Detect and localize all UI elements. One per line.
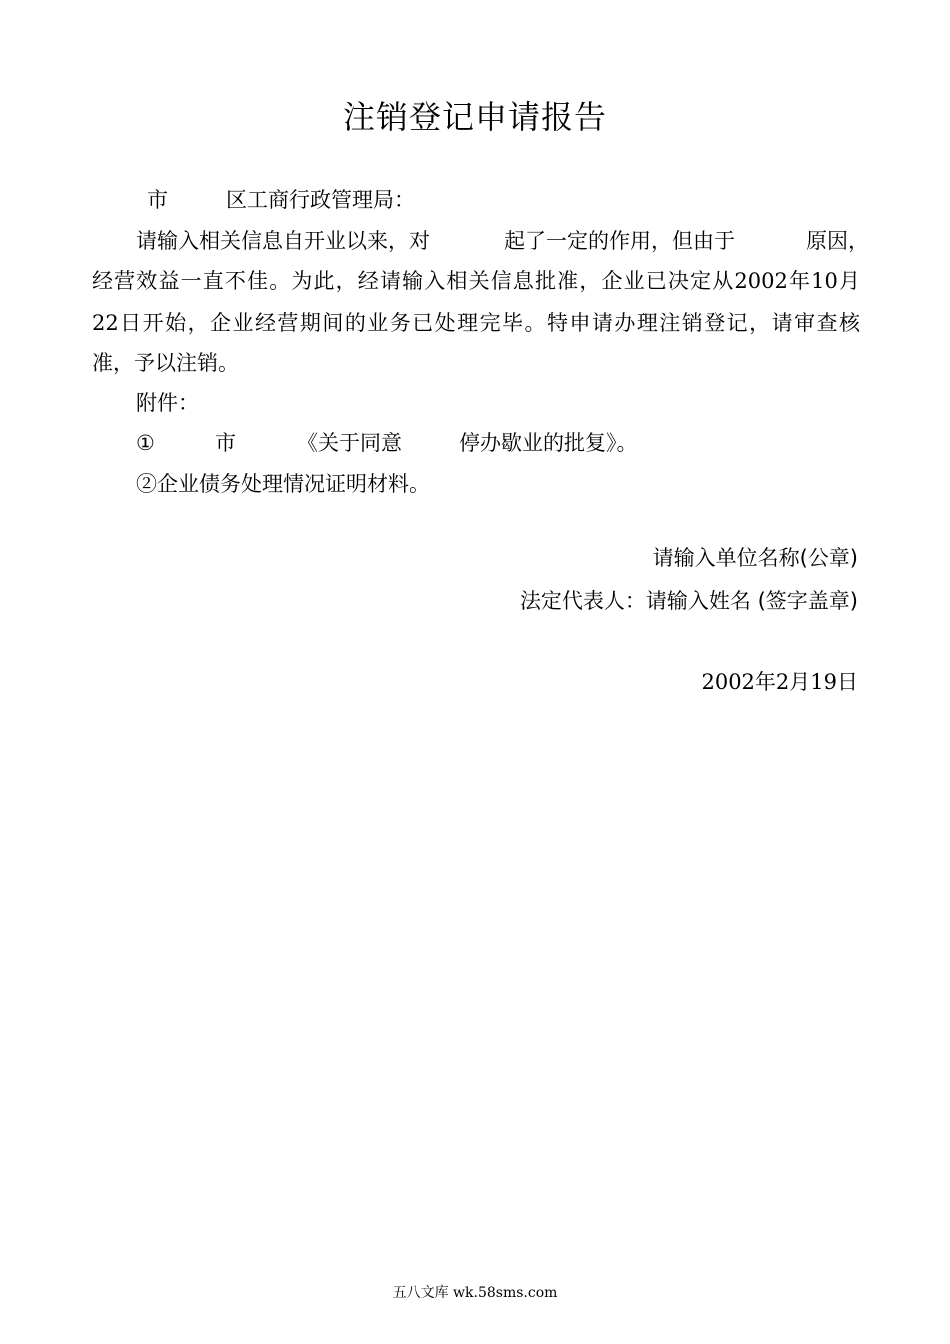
signature-unit: 请输入单位名称(公章) bbox=[652, 546, 858, 570]
document-date: 2002年2月19日 bbox=[701, 670, 858, 694]
body-line1-part3: 原因， bbox=[806, 229, 869, 253]
body-line2: 经营效益一直不佳。为此，经请输入相关信息批准，企业已决定从2002年10月 bbox=[92, 269, 860, 293]
attachment-1-doc-start: 《关于同意 bbox=[297, 431, 402, 455]
attachment-2: ②企业债务处理情况证明材料。 bbox=[136, 472, 430, 496]
addressee-bureau: 区工商行政管理局： bbox=[226, 188, 415, 212]
body-line1-part1: 请输入相关信息自开业以来，对 bbox=[136, 229, 430, 253]
body-line3: 22日开始，企业经营期间的业务已处理完毕。特申请办理注销登记，请审查核 bbox=[92, 311, 860, 335]
signature-representative: 法定代表人：请输入姓名 (签字盖章) bbox=[519, 589, 858, 613]
footer-watermark: 五八文库 wk.58sms.com bbox=[392, 1285, 558, 1301]
body-line1-part2: 起了一定的作用，但由于 bbox=[504, 229, 735, 253]
attachment-1-city: 市 bbox=[215, 431, 236, 455]
attachment-1-mark: ① bbox=[136, 431, 155, 455]
addressee-city: 市 bbox=[147, 188, 168, 212]
body-line4: 准，予以注销。 bbox=[92, 351, 239, 375]
attachments-heading: 附件： bbox=[136, 391, 199, 415]
attachment-1-doc-end: 停办歇业的批复》。 bbox=[459, 431, 638, 455]
document-title: 注销登记申请报告 bbox=[342, 98, 607, 136]
